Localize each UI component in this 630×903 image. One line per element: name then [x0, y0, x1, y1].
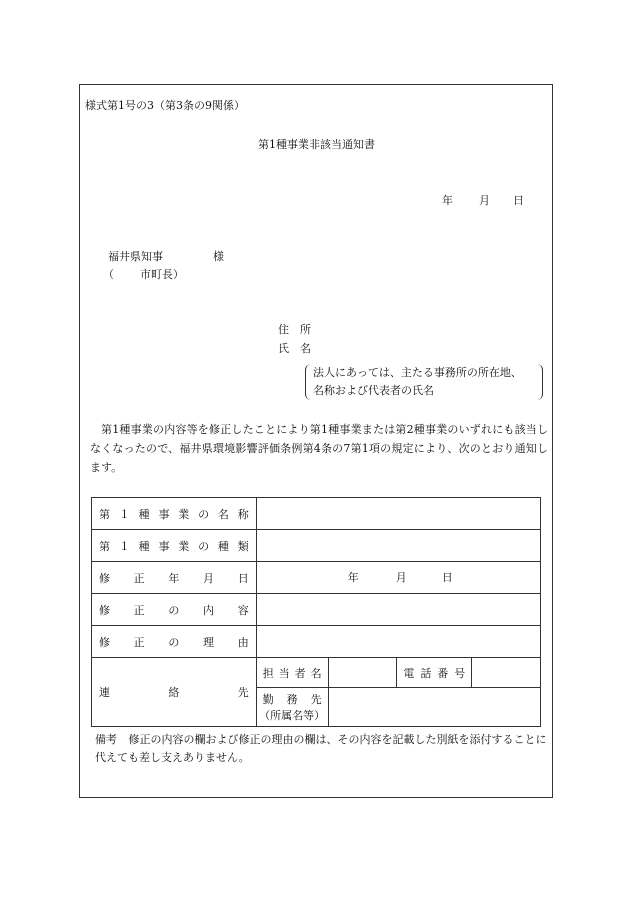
- name-label: 氏 名: [278, 342, 311, 355]
- date-day: 日: [513, 194, 524, 207]
- revision-content-value: [256, 594, 540, 626]
- revision-day: 日: [441, 571, 453, 584]
- contact-person-label: 担 当 者 名: [262, 666, 322, 680]
- project-type-value: [256, 530, 540, 562]
- remarks: [95, 731, 547, 767]
- remarks-text: 修正の内容の欄および修正の理由の欄は、その内容を記載した別紙を添付することに代えても差し支えありません。: [95, 733, 547, 764]
- row-label-project-name: 第 １ 種 事 業 の 名 称: [99, 507, 249, 521]
- row-label-revision-content: 修 正 の 内 容: [99, 603, 249, 617]
- table-row: [92, 658, 541, 688]
- project-name-value: [256, 498, 540, 530]
- remarks-label: 備考: [95, 733, 117, 746]
- row-label-revision-reason: 修 正 の 理 由: [99, 635, 249, 649]
- phone-label: 電 話 番 号: [403, 666, 466, 680]
- row-label-revision-date: 修 正 年 月 日: [99, 571, 249, 585]
- addressee-paren: （: [103, 268, 114, 281]
- workplace-label: 勤 務 先: [262, 693, 322, 706]
- revision-date-value: [256, 562, 540, 594]
- row-label-project-type: 第 １ 種 事 業 の 種 類: [99, 539, 249, 553]
- table-row: [92, 498, 541, 530]
- date-month: 月: [479, 194, 490, 207]
- document-title: 第1種事業非該当通知書: [258, 138, 375, 151]
- addressee-governor: 福井県知事: [108, 250, 163, 263]
- addressee-honorific: 様: [213, 250, 224, 263]
- revision-month: 月: [395, 571, 407, 584]
- addressee-mayor: 市町長）: [140, 268, 184, 281]
- form-id: 様式第1号の3（第3条の9関係）: [85, 99, 245, 112]
- revision-reason-value: [256, 626, 540, 658]
- body-paragraph: 第1種事業の内容等を修正したことにより第1種事業または第2種事業のいずれにも該当しなくなったので、福井県環境影響評価条例第4条の7第1項の規定により、次のとおり通知します。: [90, 423, 548, 474]
- applicant-note-line2: 名称および代表者の氏名: [313, 384, 434, 397]
- date-year: 年: [442, 194, 453, 207]
- contact-person-value: [328, 658, 397, 688]
- table-row: [92, 562, 541, 594]
- phone-value: [472, 658, 541, 688]
- applicant-note-line1: 法人にあっては、主たる事務所の所在地、: [313, 366, 522, 379]
- revision-year: 年: [347, 571, 359, 584]
- table-row: [92, 530, 541, 562]
- contact-label: 連 絡 先: [99, 686, 249, 699]
- workplace-value: [328, 688, 540, 727]
- table-row: [92, 594, 541, 626]
- workplace-sub-label: （所属名等）: [259, 709, 326, 722]
- table-row: [92, 626, 541, 658]
- notification-table: [91, 497, 541, 727]
- address-label: 住 所: [278, 323, 311, 336]
